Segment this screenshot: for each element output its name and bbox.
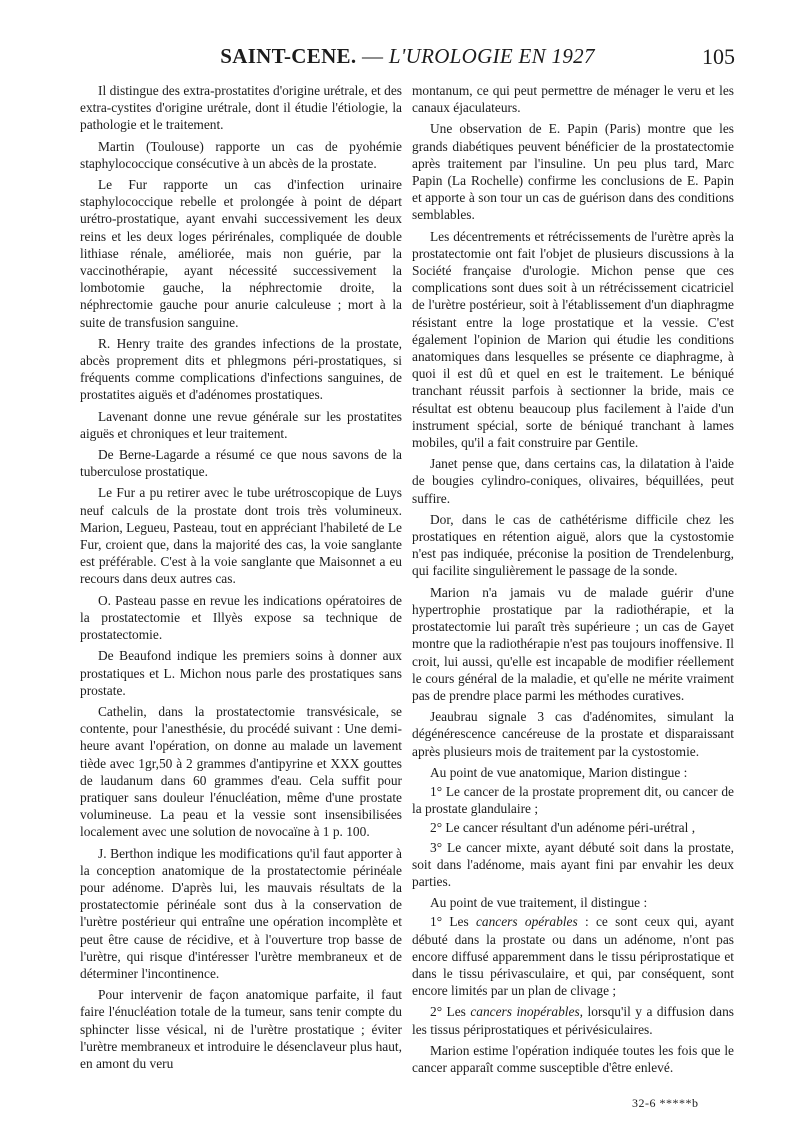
paragraph: montanum, ce qui peut permettre de ménager le veru et les canaux éjaculateurs. bbox=[412, 83, 734, 116]
paragraph: Cathelin, dans la prostatectomie transvésicale, se contente, pour l'anesthésie, du procédé suivant : Une demi-heure avant l'opération, on donne au malade un lavement tiède avec 1gr,50 à 2 grammes d'antipyrine et XXX gouttes de laudanum dans 60 grammes d'eau. Cela suffit pour pratiquer sans douleur l'énucléation, même d'une prostate volumineuse. La peau et la vessie sont insensibilisées localement avec une solution de novocaïne à 1 p. 100. bbox=[80, 703, 402, 840]
list-item bbox=[412, 1003, 734, 1037]
paragraph: Il distingue des extra-prostatites d'origine urétrale, et des extra-cystites d'origine urétrale, dont il étudie l'étiologie, la pathologie et le traitement. bbox=[80, 83, 402, 133]
list-number: 2° Les bbox=[430, 1004, 466, 1020]
running-header bbox=[80, 44, 735, 74]
paragraph: Jeaubrau signale 3 cas d'adénomites, simulant la dégénérescence cancéreuse de la prostate et disparaissant après plusieurs mois de traitement par la cystostomie. bbox=[412, 709, 734, 759]
header-separator: — bbox=[361, 44, 384, 68]
paragraph: De Beaufond indique les premiers soins à donner aux prostatiques et L. Michon nous parle des prostatiques sans prostate. bbox=[80, 648, 402, 698]
right-column bbox=[412, 82, 734, 1092]
paragraph: Marion n'a jamais vu de malade guérir d'une hypertrophie prostatique par la radiothérapie, et la prostatectomie lui paraît très supérieure ; un cas de Gayet montre que la radiothérapie n'est pas toujours inoffensive. Il croit, lui aussi, qu'elle est incapable de modifier réellement le cours général de la maladie, et qu'elle ne mérite vraiment pas de prendre place parmi les méthodes curatives. bbox=[412, 584, 734, 703]
left-column bbox=[80, 82, 402, 1092]
list-text: lorsqu'il y a diffusion dans les tissus périprostatiques et périvésiculaires. bbox=[412, 1004, 734, 1037]
list-item bbox=[412, 913, 734, 999]
paragraph: Le Fur rapporte un cas d'infection urinaire staphylococcique rebelle et prolongée à point de départ urétro-prostatique, ayant envahi successivement les deux reins et les deux loges périrénales, compliquée de double lithiase rénale, améliorée, mais non guérie, par la vaccinothérapie, ayant nécessité successivement la lombotomie gauche, la néphrectomie droite, la néphrectomie gauche pour anurie calculeuse ; mort à la suite de transfusion sanguine. bbox=[80, 177, 402, 330]
list-item: 3° Le cancer mixte, ayant débuté soit dans la prostate, soit dans l'adénome, mais ayant fini par envahir les deux parties. bbox=[412, 839, 734, 889]
list-number: 1° Les bbox=[430, 914, 469, 930]
running-title bbox=[80, 44, 735, 69]
paragraph: R. Henry traite des grandes infections de la prostate, abcès proprement dits et phlegmons péri-prostatiques, si fréquents comme complications d'infections sanguines, de prostatites aiguës et d'adénomes prostatiques. bbox=[80, 335, 402, 403]
paragraph: J. Berthon indique les modifications qu'il faut apporter à la conception anatomique de la prostatectomie périnéale pour adénome. D'après lui, les mauvais résultats de la prostatectomie périnéale sont dus à la conservation de l'urètre postérieur qui entraîne une opération incomplète et peut être cause de récidive, et à l'ouverture trop basse de l'urètre, qui risque d'intéresser l'urètre membraneux et de déterminer l'incontinence. bbox=[80, 845, 402, 981]
emphasis: cancers opérables bbox=[475, 914, 578, 930]
page-number: 105 bbox=[702, 44, 735, 69]
paragraph: Au point de vue anatomique, Marion distingue : bbox=[430, 764, 688, 780]
paragraph: Au point de vue traitement, il distingue : bbox=[430, 895, 648, 911]
paragraph: Une observation de E. Papin (Paris) montre que les grands diabétiques peuvent bénéficier de la prostatectomie après traitement par l'insuline. Un peu plus tard, Marc Papin (La Rochelle) confirme les conclusions de E. Papin et apporte à son tour un cas de guérison dans des conditions semblables. bbox=[412, 121, 734, 223]
paragraph: Les décentrements et rétrécissements de l'urètre après la prostatectomie ont fait l'objet de plusieurs discussions à la Société française d'urologie. Michon pense que ces complications sont dues soit à un rétrécissement cicatriciel de l'urètre postérieur, soit à l'établissement d'un diaphragme résistant entre la loge prostatique et la vessie. C'est également l'opinion de Marion qui étudie les conditions anatomiques dans lesquelles se présente ce diaphragme, à quoi il est dû et quel en est le traitement. Le béniqué tranchant réussit parfois à sectionner la bride, mais ce résultat est obtenu beaucoup plus facilement à l'aide d'un instrument spécial, sorte de béniqué tranchant à lames mobiles, qu'il a fait construire par Gentile. bbox=[412, 228, 734, 451]
header-subject: L'UROLOGIE EN 1927 bbox=[388, 44, 595, 68]
printer-signature: 32-6 *****b bbox=[632, 1096, 699, 1110]
emphasis: cancers inopérables, bbox=[470, 1004, 584, 1020]
paragraph: Marion estime l'opération indiquée toutes les fois que le cancer apparaît comme susceptible d'être enlevé. bbox=[412, 1042, 734, 1075]
header-author: SAINT-CENE. bbox=[220, 44, 357, 68]
paragraph: Martin (Toulouse) rapporte un cas de pyohémie staphylococcique consécutive à un abcès de la prostate. bbox=[80, 138, 402, 171]
paragraph: De Berne-Lagarde a résumé ce que nous savons de la tuberculose prostatique. bbox=[80, 447, 402, 480]
paragraph: Lavenant donne une revue générale sur les prostatites aiguës et chroniques et leur traitement. bbox=[80, 408, 402, 441]
paragraph: Le Fur a pu retirer avec le tube urétroscopique de Luys neuf calculs de la prostate dont trois très volumineux. Marion, Legueu, Pasteau, tout en appréciant l'habileté de Le Fur, croient que, dans la majorité des cas, la voie sanglante est préférable. C'est à la voie sanglante que Maisonnet a eu recours dans deux autres cas. bbox=[80, 485, 402, 587]
paragraph: Pour intervenir de façon anatomique parfaite, il faut faire l'énucléation totale de la tumeur, sans tenir compte du sphincter lisse vésical, ni de l'urètre prostatique ; éviter l'urètre membraneux et introduire le désenclaveur plus haut, en amont du veru bbox=[80, 987, 402, 1071]
list-item: 1° Le cancer de la prostate proprement dit, ou cancer de la prostate glandulaire ; bbox=[412, 783, 734, 817]
list-text: : ce sont ceux qui, ayant débuté dans la prostate ou dans un adénome, n'ont pas encore diffusé apparemment dans le tissu périprostatique et dans le tissu périvasculaire, et qui, par conséquent, sont encore limités par un plan de clivage ; bbox=[412, 914, 734, 999]
list-item: 2° Le cancer résultant d'un adénome péri-urétral , bbox=[430, 820, 696, 836]
paragraph: Dor, dans le cas de cathétérisme difficile chez les prostatiques en rétention aiguë, alors que la cystostomie n'est pas indiquée, préconise la position de Trendelenburg, qui facilite singulièrement le passage de la sonde. bbox=[412, 511, 734, 579]
paragraph: O. Pasteau passe en revue les indications opératoires de la prostatectomie et Illyès expose sa technique de prostatectomie. bbox=[80, 592, 402, 643]
paragraph: Janet pense que, dans certains cas, la dilatation à l'aide de bougies cylindro-coniques, olivaires, béquillées, peut suffire. bbox=[412, 456, 734, 506]
